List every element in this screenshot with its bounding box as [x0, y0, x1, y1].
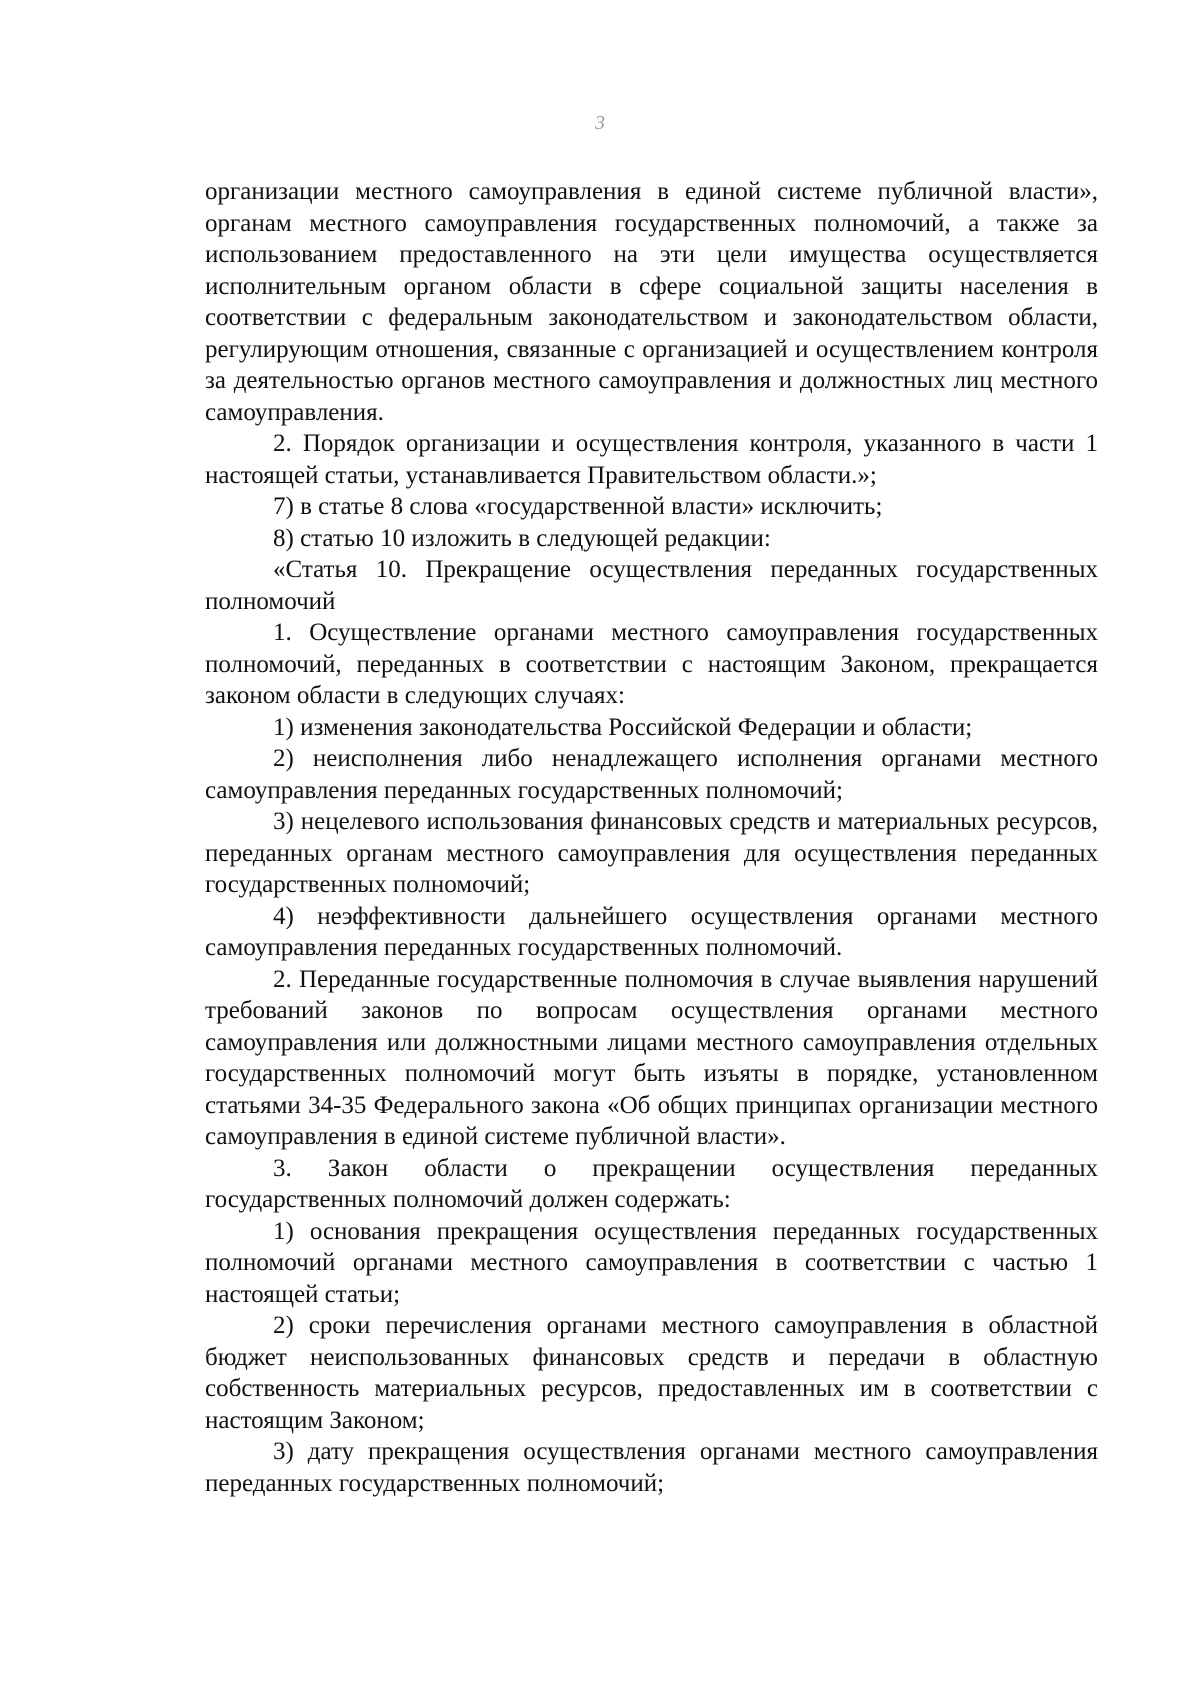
paragraph-item-7: 7) в статье 8 слова «государственной власти» исключить; — [273, 493, 883, 520]
paragraph-continuation: организации местного самоуправления в единой системе публичной власти», органам местного самоуправления государственных полномочий, а также за использованием предоставленного на эти цели имущества осуществляется исполнительным органом области в сфере социальной защиты населения в соответствии с федеральным законодательством и законодательством области, регулирующим отношения, связанные с организацией и осуществлением контроля за деятельностью органов местного самоуправления и должностных лиц местного самоуправления. — [205, 178, 1098, 426]
article-10-part-1-item-1: 1) изменения законодательства Российской Федерации и области; — [273, 713, 973, 741]
article-10-part-3-item-1: 1) основания прекращения осуществления переданных государственных полномочий органами местного самоуправления в соответствии с частью 1 настоящей статьи; — [205, 1217, 1098, 1308]
article-10-part-1: 1. Осуществление органами местного самоуправления государственных полномочий, переданных в соответствии с настоящим Законом, прекращается законом области в следующих случаях: — [205, 619, 1098, 709]
paragraph-control-procedure: 2. Порядок организации и осуществления контроля, указанного в части 1 настоящей статьи, устанавливается Правительством области.»; — [205, 430, 1098, 489]
page-number: 3 — [595, 112, 605, 134]
paragraph-item-8: 8) статью 10 изложить в следующей редакции: — [273, 524, 771, 552]
article-10-part-3: 3. Закон области о прекращении осуществления переданных государственных полномочий должен содержать: — [205, 1154, 1098, 1213]
article-10-part-3-item-2: 2) сроки перечисления органами местного самоуправления в областной бюджет неиспользованных финансовых средств и передачи в областную собственность материальных ресурсов, предоставленных им в соответствии с настоящим Законом; — [205, 1312, 1098, 1434]
document-body — [205, 176, 1098, 1499]
article-10-part-3-item-3: 3) дату прекращения осуществления органами местного самоуправления переданных государственных полномочий; — [205, 1438, 1098, 1497]
article-10-part-2: 2. Переданные государственные полномочия в случае выявления нарушений требований законов по вопросам осуществления органами местного самоуправления или должностными лицами местного самоуправления отдельных государственных полномочий могут быть изъяты в порядке, установленном статьями 34-35 Федерального закона «Об общих принципах организации местного самоуправления в единой системе публичной власти». — [205, 965, 1098, 1150]
article-10-part-1-item-3: 3) нецелевого использования финансовых средств и материальных ресурсов, переданных органам местного самоуправления для осуществления переданных государственных полномочий; — [205, 808, 1098, 898]
article-10-heading: «Статья 10. Прекращение осуществления переданных государственных полномочий — [205, 556, 1098, 615]
article-10-part-1-item-2: 2) неисполнения либо ненадлежащего исполнения органами местного самоуправления переданных государственных полномочий; — [205, 745, 1098, 804]
article-10-part-1-item-4: 4) неэффективности дальнейшего осуществления органами местного самоуправления переданных государственных полномочий. — [205, 902, 1098, 961]
